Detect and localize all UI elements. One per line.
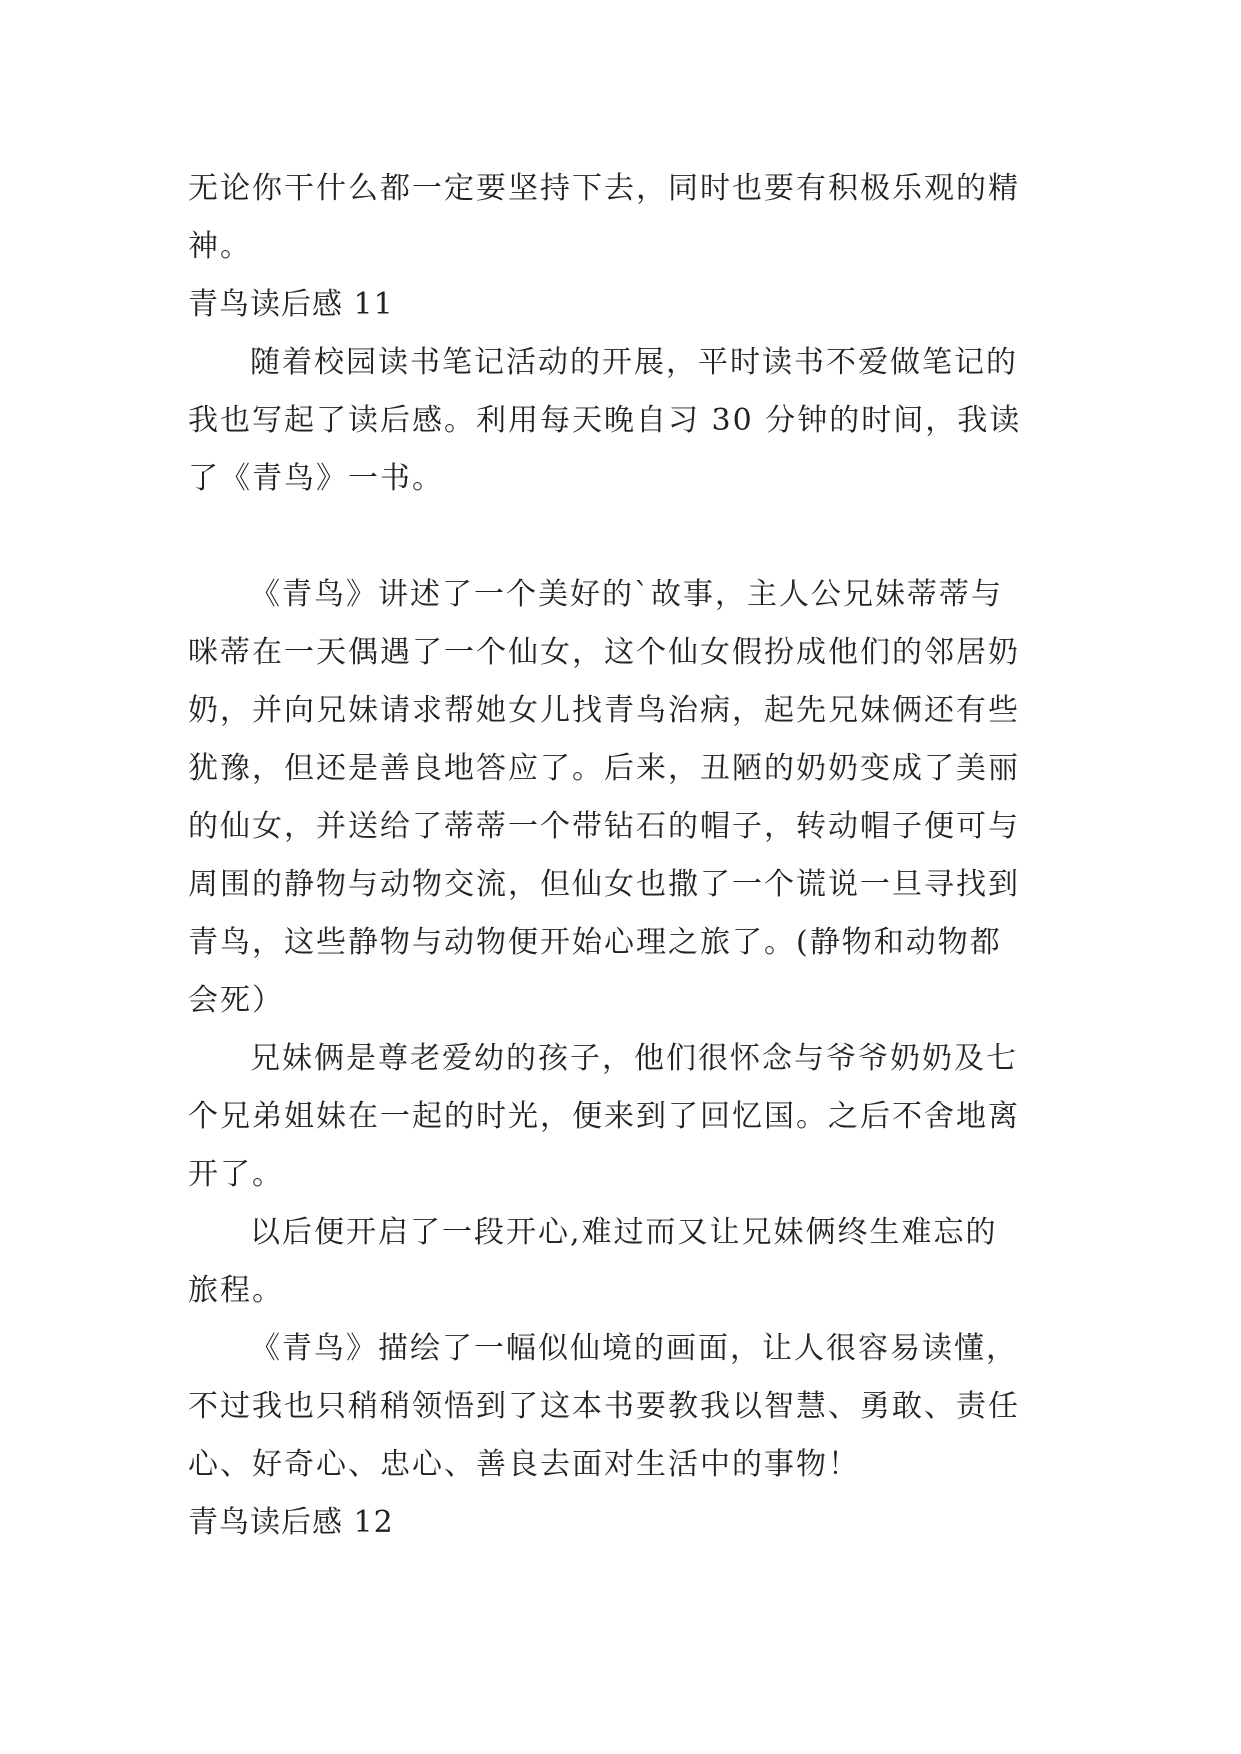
section-heading: 青鸟读后感 12 — [188, 1505, 394, 1540]
text-line: 青鸟，这些静物与动物便开始心理之旅了。(静物和动物都 — [188, 925, 1002, 960]
text-line: 旅程。 — [188, 1273, 284, 1308]
blank-line — [188, 508, 1058, 566]
section-heading: 青鸟读后感 11 — [188, 287, 394, 322]
text-line: 了《青鸟》一书。 — [188, 461, 444, 496]
text-line: 以后便开启了一段开心,难过而又让兄妹俩终生难忘的 — [250, 1215, 998, 1250]
document-body — [188, 160, 1058, 1552]
text-line: 《青鸟》讲述了一个美好的`故事，主人公兄妹蒂蒂与 — [250, 577, 1003, 612]
text-line: 犹豫，但还是善良地答应了。后来，丑陋的奶奶变成了美丽 — [188, 751, 1020, 786]
text-line: 奶，并向兄妹请求帮她女儿找青鸟治病，起先兄妹俩还有些 — [188, 693, 1020, 728]
text-line: 神。 — [188, 229, 252, 264]
text-line: 我也写起了读后感。利用每天晚自习 30 分钟的时间，我读 — [188, 403, 1022, 438]
text-line: 不过我也只稍稍领悟到了这本书要教我以智慧、勇敢、责任 — [188, 1389, 1020, 1424]
text-line: 随着校园读书笔记活动的开展，平时读书不爱做笔记的 — [250, 345, 1018, 380]
text-line: 心、好奇心、忠心、善良去面对生活中的事物！ — [188, 1447, 860, 1482]
text-line: 无论你干什么都一定要坚持下去，同时也要有积极乐观的精 — [188, 171, 1020, 206]
text-line: 周围的静物与动物交流，但仙女也撒了一个谎说一旦寻找到 — [188, 867, 1020, 902]
text-line: 的仙女，并送给了蒂蒂一个带钻石的帽子，转动帽子便可与 — [188, 809, 1020, 844]
text-line: 个兄弟姐妹在一起的时光，便来到了回忆国。之后不舍地离 — [188, 1099, 1020, 1134]
text-line: 《青鸟》描绘了一幅似仙境的画面，让人很容易读懂， — [250, 1331, 1018, 1366]
text-line: 兄妹俩是尊老爱幼的孩子，他们很怀念与爷爷奶奶及七 — [250, 1041, 1018, 1076]
text-line: 咪蒂在一天偶遇了一个仙女，这个仙女假扮成他们的邻居奶 — [188, 635, 1020, 670]
text-line: 开了。 — [188, 1157, 284, 1192]
text-line: 会死） — [188, 983, 284, 1018]
